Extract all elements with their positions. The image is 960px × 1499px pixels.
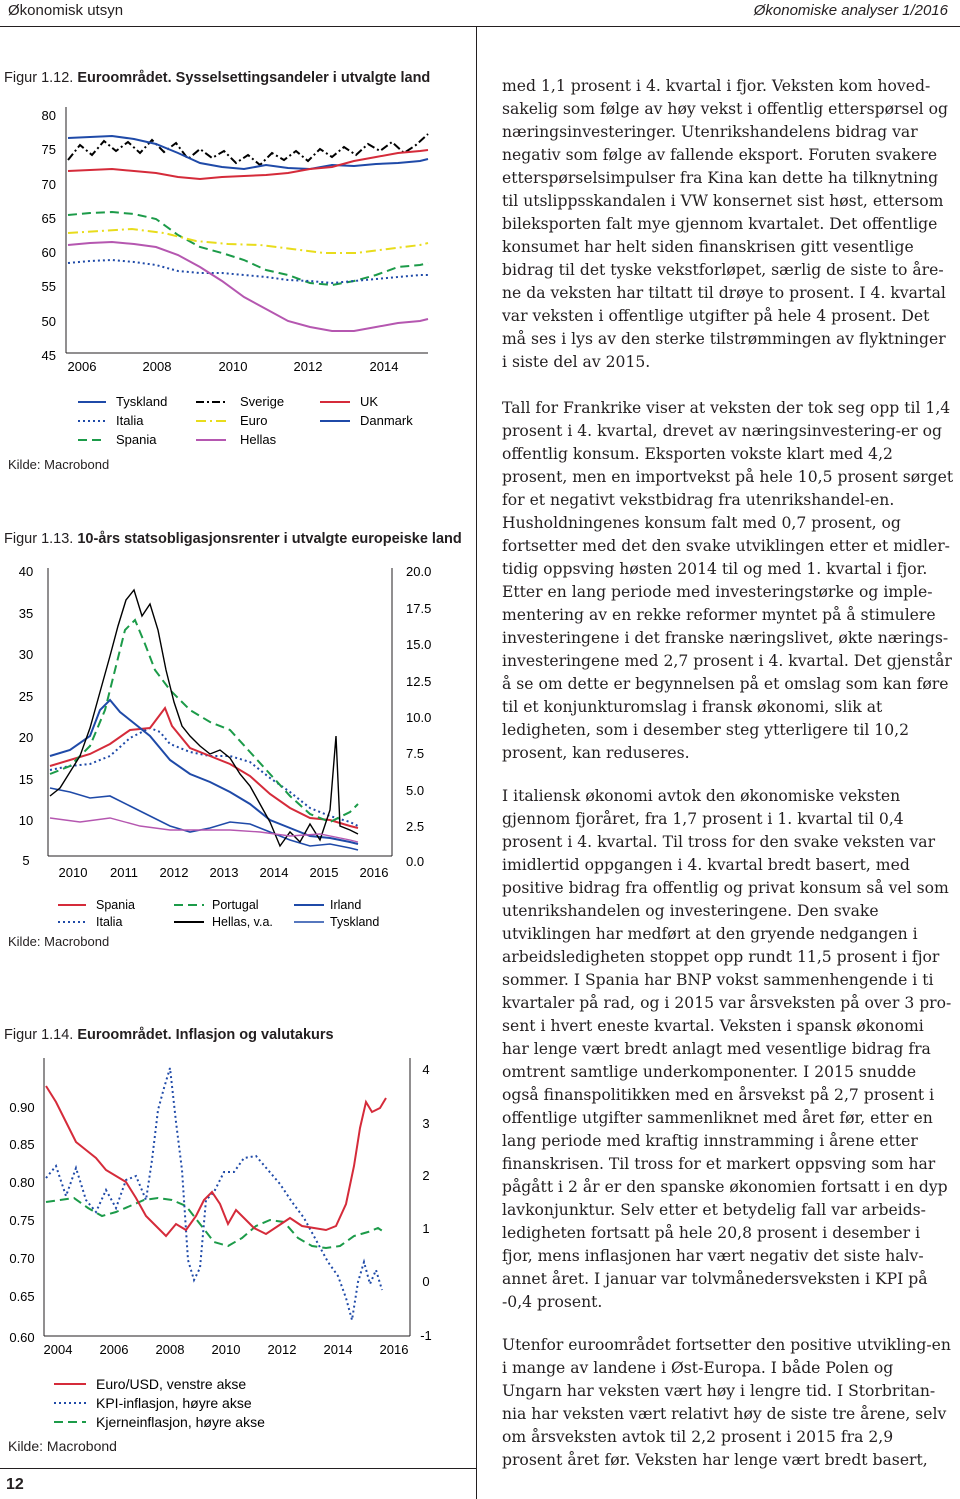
fig14-ytick-right: 0: [422, 1274, 430, 1289]
fig13-title: 10-års statsobligasjonsrenter i utvalgte europeiske land: [77, 531, 462, 547]
fig14-xtick: 2004: [43, 1342, 73, 1357]
fig12-ytick: 60: [41, 245, 56, 260]
fig12-xtick: 2006: [67, 359, 97, 374]
fig12-series-hellas: [68, 242, 428, 331]
paragraph: I italiensk økonomi avtok den økonomiske veksten gjennom fjoråret, fra 1,7 prosent i 1. kvartal til 0,4 prosent i 4. kvartal. Til tross for den svake veksten var imidlertid oppgangen i 4. kvartal bredt basert, med positive bidrag fra offentlig og privat konsum så vel som utenrikshandelen og investeringene. Den svake utviklingen har medført at den gryende nedgangen i arbeidsledigheten stoppet opp rundt 11,5 prosent i fjor sommer. I Spania har BNP vokst sammenhengende i ti kvartaler på rad, og i 2015 var årsveksten på over 3 pro-sent i hvert eneste kvartal. Veksten i spansk økonomi har lenge vært bredt anlagt med vesentlige bidrag fra omtrent samtlige underkomponenter. I 2015 snudde også finanspolitikken med en årsvekst på 2,7 prosent i offentlige utgifter sammenliknet med året før, etter en lang periode med kraftig innstramming i årene etter finanskrisen. Til tross for et markert oppsving som har pågått i 2 år er den spanske økonomien fortsatt i en dyp lavkonjunktur. Selv etter et betydelig fall var arbeids-ledigheten fortsatt på hele 20,8 prosent i desember i fjor, mens inflasjonen har vært negativ det siste halv-annet året. I januar var tolvmånedersveksten i KPI på -0,4 prosent.: [502, 787, 952, 1311]
fig13-title-line: [4, 531, 462, 547]
fig13-xtick: 2015: [309, 865, 339, 880]
fig14-yticks-right: [420, 1062, 432, 1343]
fig14-xtick: 2012: [267, 1342, 297, 1357]
fig13-yticks-right: [406, 564, 431, 869]
fig14-chart: [0, 1050, 470, 1370]
fig12-xtick: 2010: [218, 359, 248, 374]
fig14-ytick-left: 0.65: [9, 1289, 35, 1304]
fig12-legend: [70, 392, 450, 452]
legend-label: Danmark: [360, 413, 413, 428]
body-paragraph-4: [502, 1334, 954, 1472]
fig14-yticks-left: [9, 1100, 34, 1345]
fig12-axes: [66, 107, 428, 353]
fig13-xtick: 2011: [110, 865, 138, 880]
header-rule: [0, 26, 960, 27]
fig13-ytick-left: 15: [18, 772, 34, 787]
fig12-xtick: 2008: [142, 359, 172, 374]
legend-label: Euro: [240, 413, 268, 428]
fig12-ytick: 80: [41, 108, 56, 123]
fig13-xtick: 2012: [159, 865, 189, 880]
fig12-series-euro: [68, 229, 428, 253]
fig14-legend: [50, 1376, 390, 1432]
fig13-xtick: 2010: [58, 865, 88, 880]
body-paragraph-3: [502, 785, 954, 1314]
fig13-ytick-right: 2.5: [406, 819, 425, 834]
fig14-ytick-left: 0.85: [9, 1137, 35, 1152]
legend-label: UK: [360, 394, 379, 409]
header-right: Økonomiske analyser 1/2016: [753, 2, 948, 19]
fig14-ytick-left: 0.60: [9, 1330, 35, 1345]
fig14-ytick-right: 3: [422, 1116, 430, 1131]
fig14-ytick-right: 4: [422, 1062, 430, 1077]
legend-label: Sverige: [240, 394, 285, 409]
fig12-title: Euroområdet. Sysselsettingsandeler i utvalgte land: [77, 70, 431, 86]
fig13-label: Figur 1.13.: [4, 531, 74, 547]
fig12-series-danmark: [68, 136, 428, 169]
body-paragraph-2: [502, 397, 954, 765]
fig13-ytick-right: 5.0: [406, 783, 425, 798]
fig13-xtick: 2014: [259, 865, 289, 880]
fig13-source: Kilde: Macrobond: [8, 934, 110, 949]
fig13-ytick-right: 20.0: [406, 564, 432, 579]
fig14-ytick-left: 0.90: [9, 1100, 35, 1115]
fig13-ytick-left: 20: [18, 730, 34, 745]
legend-label: Hellas: [240, 432, 277, 447]
page-number: 12: [6, 1476, 24, 1493]
fig13-chart: [0, 560, 470, 890]
fig13-ytick-right: 10.0: [406, 710, 432, 725]
legend-label: Portugal: [212, 898, 259, 912]
fig13-legend: [58, 895, 418, 935]
fig13-xtick: 2013: [209, 865, 239, 880]
fig14-xtick: 2016: [379, 1342, 409, 1357]
fig14-xtick: 2014: [323, 1342, 353, 1357]
fig14-ytick-left: 0.75: [9, 1213, 35, 1228]
fig14-title: Euroområdet. Inflasjon og valutakurs: [77, 1027, 334, 1043]
fig12-series-spania: [68, 212, 428, 285]
fig12-ytick: 55: [41, 279, 56, 294]
fig14-xtick: 2010: [211, 1342, 241, 1357]
fig14-ytick-left: 0.70: [9, 1251, 35, 1266]
fig14-series-kjerneinflasjon: [46, 1198, 384, 1248]
legend-label: Spania: [116, 432, 157, 447]
paragraph: Utenfor euroområdet fortsetter den positive utvikling-en i mange av landene i Øst-Europa. I både Polen og Ungarn har veksten vært høy i lengre tid. I Storbritan-nia har veksten vært relativt høy de siste tre årene, selv om årsveksten avtok til 2,2 prosent i 2015 fra 2,9 prosent året før. Veksten har lenge vært bredt basert,: [502, 1336, 951, 1469]
fig14-source: Kilde: Macrobond: [8, 1438, 117, 1454]
fig12-series-italia: [68, 260, 428, 283]
fig13-ytick-left: 40: [18, 564, 34, 579]
fig13-ytick-right: 12.5: [406, 674, 432, 689]
fig13-ytick-left: 5: [22, 853, 30, 868]
legend-label: KPI-inflasjon, høyre akse: [96, 1395, 252, 1411]
fig13-ytick-right: 0.0: [406, 854, 425, 869]
fig14-axes: [44, 1058, 410, 1336]
legend-label: Tyskland: [330, 915, 380, 929]
paragraph: Tall for Frankrike viser at veksten der tok seg opp til 1,4 prosent i 4. kvartal, drevet av næringsinvestering-er og offentlig konsum. Eksporten vokste klart med 4,2 prosent, men en importvekst på hele 10,5 prosent sørget for et negativt vekstbidrag fra utenrikshandel-en. Husholdningenes konsum falt med 0,7 prosent, og fortsetter med det den svake utviklingen etter et midler-tidig oppsving høsten 2014 til og med 1. kvartal i fjor. Etter en lang periode med investeringstørke og imple-mentering av en rekke reformer myntet på å stimulere investeringene i det franske næringslivet, økte nærings-investeringene med 2,7 prosent i 4. kvartal. Det gjenstår å se om dette er begynnelsen på et omslag som kan føre til et konjunkturomslag i fransk økonomi, slik at ledigheten, som i desember steg ytterligere til 10,2 prosent, kan reduseres.: [502, 399, 954, 762]
fig14-ytick-right: -1: [420, 1328, 432, 1343]
fig12-xtick: 2014: [369, 359, 399, 374]
fig13-ytick-right: 15.0: [406, 637, 432, 652]
fig12-ytick: 65: [41, 211, 56, 226]
legend-label: Hellas, v.a.: [212, 915, 273, 929]
fig13-ytick-right: 7.5: [406, 746, 425, 761]
fig13-ytick-left: 35: [18, 606, 34, 621]
fig12-ytick: 70: [41, 177, 56, 192]
fig13-ytick-left: 25: [18, 689, 34, 704]
legend-label: Tyskland: [116, 394, 168, 409]
fig14-ytick-left: 0.80: [9, 1175, 35, 1190]
fig13-xticks: [59, 865, 389, 880]
fig13-series-spania: [50, 708, 358, 828]
fig12-series-sverige: [68, 134, 428, 165]
fig12-yticks: [42, 108, 56, 363]
paragraph: med 1,1 prosent i 4. kvartal i fjor. Veksten kom hoved-sakelig som følge av høy vekst i offentlig etterspørsel og næringsinvesteringer. Utenrikshandelens bidrag var negativ som følge av fallende eksport. Foruten svakere etterspørselsimpulser fra Kina kan dette ha tilknytning til utslippsskandalen i VW konsernet sist høst, ettersom bileksporten falt mye gjennom kvartalet. Det offentlige konsumet har helt siden finanskrisen gitt vesentlige bidrag til det tyske vekstforløpet, særlig de siste to åre-ne da veksten har tiltatt til drøye to prosent. I 4. kvartal var veksten i offentlige utgifter på hele 4 prosent. Det må ses i lys av den sterke tilstrømmingen av flyktninger i siste del av 2015.: [502, 77, 948, 371]
fig13-series-greece-right-axis-placeholder: [50, 818, 358, 842]
fig12-ytick: 50: [41, 314, 56, 329]
fig13-xtick: 2016: [359, 865, 389, 880]
fig13-series-italia: [50, 728, 358, 826]
footer-rule: [0, 1468, 476, 1469]
fig14-title-line: [4, 1027, 334, 1043]
legend-label: Irland: [330, 898, 362, 912]
fig12-source: Kilde: Macrobond: [8, 457, 110, 472]
fig12-ytick: 75: [41, 142, 56, 157]
legend-label: Italia: [96, 915, 123, 929]
fig13-ytick-left: 30: [18, 647, 34, 662]
fig13-yticks-left: [19, 564, 33, 868]
fig12-chart: [0, 95, 470, 385]
legend-label: Kjerneinflasjon, høyre akse: [96, 1414, 265, 1430]
fig12-title-line: [4, 70, 430, 86]
legend-label: Spania: [96, 898, 135, 912]
fig14-xticks: [44, 1342, 409, 1357]
fig14-ytick-right: 1: [422, 1221, 430, 1236]
header-left: Økonomisk utsyn: [8, 2, 124, 19]
fig12-xtick: 2012: [293, 359, 323, 374]
fig13-ytick-right: 17.5: [406, 601, 432, 616]
legend-label: Italia: [116, 413, 144, 428]
fig14-xtick: 2006: [99, 1342, 129, 1357]
fig12-ytick: 45: [41, 348, 56, 363]
legend-label: Euro/USD, venstre akse: [96, 1376, 247, 1392]
fig12-xticks: [68, 359, 399, 374]
body-paragraph-1: [502, 75, 954, 374]
fig14-label: Figur 1.14.: [4, 1027, 74, 1043]
fig12-label: Figur 1.12.: [4, 70, 74, 86]
fig13-ytick-left: 10: [18, 813, 34, 828]
fig14-ytick-right: 2: [422, 1168, 430, 1183]
column-divider: [476, 26, 477, 1499]
fig14-xtick: 2008: [155, 1342, 185, 1357]
fig13-series-irland: [50, 700, 358, 844]
